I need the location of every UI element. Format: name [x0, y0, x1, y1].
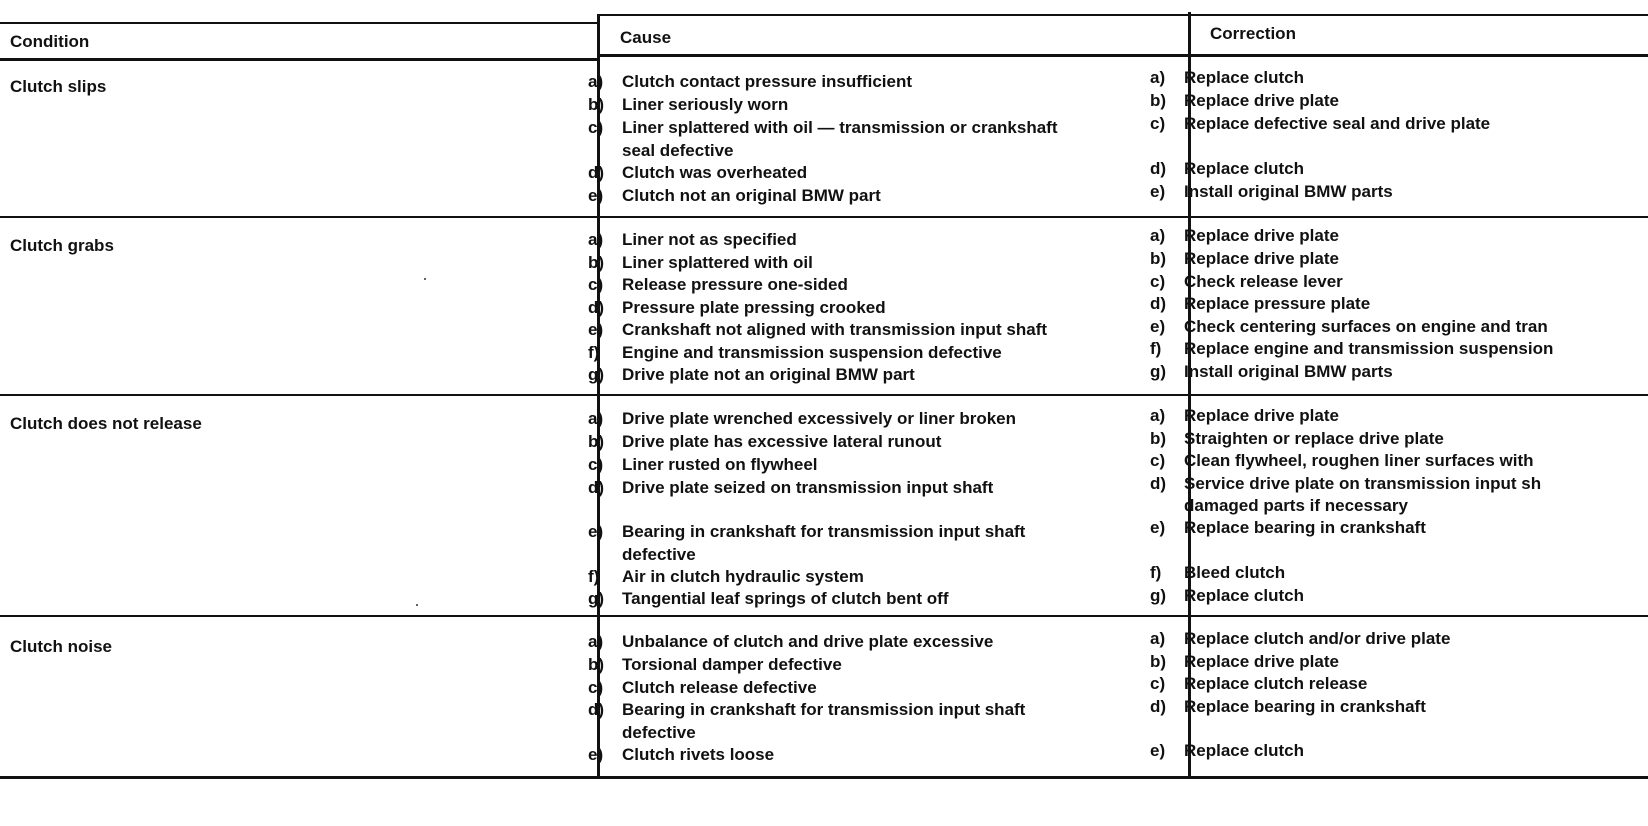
- item-text: Replace clutch: [1184, 586, 1304, 605]
- item-text: Engine and transmission suspension defective: [622, 343, 1002, 362]
- condition-clutch-does-not-release: Clutch does not release: [10, 414, 202, 433]
- item-letter: c): [588, 678, 604, 697]
- item-letter: a): [1150, 226, 1166, 245]
- item-text: Drive plate not an original BMW part: [622, 365, 915, 384]
- header-rule-right: [600, 54, 1648, 57]
- item-letter: a): [588, 72, 604, 91]
- item-text: Clutch was overheated: [622, 163, 808, 182]
- item-text: Replace drive plate: [1184, 249, 1339, 268]
- item-letter: f): [1150, 563, 1162, 582]
- item-letter: c): [1150, 272, 1166, 291]
- item-text: Liner not as specified: [622, 230, 797, 249]
- item-text: Bearing in crankshaft for transmission input shaft: [622, 700, 1026, 719]
- item-letter: b): [1150, 652, 1167, 671]
- item-text: Clutch contact pressure insufficient: [622, 72, 912, 91]
- item-letter: e): [1150, 518, 1166, 537]
- item-text: Replace engine and transmission suspension: [1184, 339, 1554, 358]
- item-text: Drive plate has excessive lateral runout: [622, 432, 942, 451]
- item-text: Clutch rivets loose: [622, 745, 775, 764]
- item-letter: e): [588, 745, 604, 764]
- row-divider-3: [0, 615, 1648, 617]
- item-letter: c): [1150, 674, 1166, 693]
- item-text: Drive plate wrenched excessively or liner broken: [622, 409, 1017, 428]
- item-text: Straighten or replace drive plate: [1184, 429, 1444, 448]
- item-text: Bleed clutch: [1184, 563, 1286, 582]
- item-letter: e): [1150, 182, 1166, 201]
- item-text: Replace drive plate: [1184, 652, 1339, 671]
- bottom-rule: [0, 776, 1648, 779]
- item-letter: c): [1150, 114, 1166, 133]
- item-letter: d): [1150, 159, 1167, 178]
- item-text: Replace drive plate: [1184, 226, 1339, 245]
- item-letter: f): [588, 567, 600, 586]
- item-letter: a): [588, 409, 604, 428]
- item-letter: e): [1150, 317, 1166, 336]
- print-speck: [416, 604, 418, 606]
- item-letter: c): [588, 275, 604, 294]
- item-text: Replace pressure plate: [1184, 294, 1371, 313]
- item-letter: d): [588, 298, 605, 317]
- item-text: Bearing in crankshaft for transmission input shaft: [622, 522, 1026, 541]
- item-text: Replace defective seal and drive plate: [1184, 114, 1491, 133]
- item-text: Torsional damper defective: [622, 655, 842, 674]
- item-letter: g): [1150, 362, 1167, 381]
- item-letter: c): [588, 455, 604, 474]
- top-rule-left: [0, 22, 600, 24]
- item-text: Replace clutch: [1184, 159, 1304, 178]
- item-letter: b): [1150, 429, 1167, 448]
- item-text: Install original BMW parts: [1184, 362, 1393, 381]
- header-cause: Cause: [620, 28, 672, 47]
- item-text: Clean flywheel, roughen liner surfaces with: [1184, 451, 1534, 470]
- row-divider-1: [0, 216, 1648, 218]
- item-letter: a): [588, 230, 604, 249]
- item-text: Replace clutch release: [1184, 674, 1368, 693]
- item-letter: c): [1150, 451, 1166, 470]
- item-letter: g): [1150, 586, 1167, 605]
- item-letter: b): [588, 432, 605, 451]
- item-letter: a): [1150, 629, 1166, 648]
- item-letter: f): [588, 343, 600, 362]
- item-letter: a): [1150, 68, 1166, 87]
- item-text: Replace clutch: [1184, 68, 1304, 87]
- top-rule-right: [600, 14, 1648, 16]
- header-condition: Condition: [10, 32, 90, 51]
- item-text: Check centering surfaces on engine and tran: [1184, 317, 1548, 336]
- condition-clutch-grabs: Clutch grabs: [10, 236, 114, 255]
- item-text: Check release lever: [1184, 272, 1343, 291]
- item-text: Drive plate seized on transmission input shaft: [622, 478, 994, 497]
- item-text: Replace clutch and/or drive plate: [1184, 629, 1451, 648]
- item-letter: b): [1150, 91, 1167, 110]
- row-divider-2: [0, 394, 1648, 396]
- item-letter: c): [588, 118, 604, 137]
- item-text: Air in clutch hydraulic system: [622, 567, 864, 586]
- item-letter: e): [1150, 741, 1166, 760]
- item-letter: g): [588, 365, 605, 384]
- item-text: defective: [622, 545, 696, 564]
- item-letter: d): [588, 700, 605, 719]
- print-speck: [424, 278, 426, 280]
- item-letter: f): [1150, 339, 1162, 358]
- item-text: Release pressure one-sided: [622, 275, 848, 294]
- item-letter: e): [588, 320, 604, 339]
- item-letter: d): [1150, 294, 1167, 313]
- item-letter: b): [588, 253, 605, 272]
- item-letter: d): [588, 478, 605, 497]
- item-text: Unbalance of clutch and drive plate excessive: [622, 632, 994, 651]
- item-text: Install original BMW parts: [1184, 182, 1393, 201]
- item-text: Liner splattered with oil: [622, 253, 813, 272]
- condition-clutch-slips: Clutch slips: [10, 77, 107, 96]
- item-letter: g): [588, 589, 605, 608]
- item-letter: d): [1150, 697, 1167, 716]
- item-text: Replace drive plate: [1184, 91, 1339, 110]
- item-letter: e): [588, 522, 604, 541]
- condition-clutch-noise: Clutch noise: [10, 637, 113, 656]
- item-letter: d): [588, 163, 605, 182]
- item-text: Clutch not an original BMW part: [622, 186, 881, 205]
- item-text: Liner splattered with oil — transmission or crankshaft: [622, 118, 1058, 137]
- item-text: Clutch release defective: [622, 678, 817, 697]
- item-text: damaged parts if necessary: [1184, 496, 1408, 515]
- item-letter: a): [588, 632, 604, 651]
- item-letter: b): [588, 95, 605, 114]
- item-text: Replace drive plate: [1184, 406, 1339, 425]
- item-text: Tangential leaf springs of clutch bent off: [622, 589, 949, 608]
- item-letter: b): [588, 655, 605, 674]
- item-text: Crankshaft not aligned with transmission input shaft: [622, 320, 1048, 339]
- item-text: Replace clutch: [1184, 741, 1304, 760]
- item-text: Service drive plate on transmission input sh: [1184, 474, 1542, 493]
- item-letter: d): [1150, 474, 1167, 493]
- header-correction: Correction: [1210, 24, 1296, 43]
- item-letter: e): [588, 186, 604, 205]
- item-text: Replace bearing in crankshaft: [1184, 697, 1426, 716]
- item-text: Liner rusted on flywheel: [622, 455, 818, 474]
- header-rule-left: [0, 58, 600, 61]
- item-text: Pressure plate pressing crooked: [622, 298, 886, 317]
- item-letter: a): [1150, 406, 1166, 425]
- item-text: Liner seriously worn: [622, 95, 789, 114]
- item-text: defective: [622, 723, 696, 742]
- item-text: seal defective: [622, 141, 734, 160]
- item-text: Replace bearing in crankshaft: [1184, 518, 1426, 537]
- item-letter: b): [1150, 249, 1167, 268]
